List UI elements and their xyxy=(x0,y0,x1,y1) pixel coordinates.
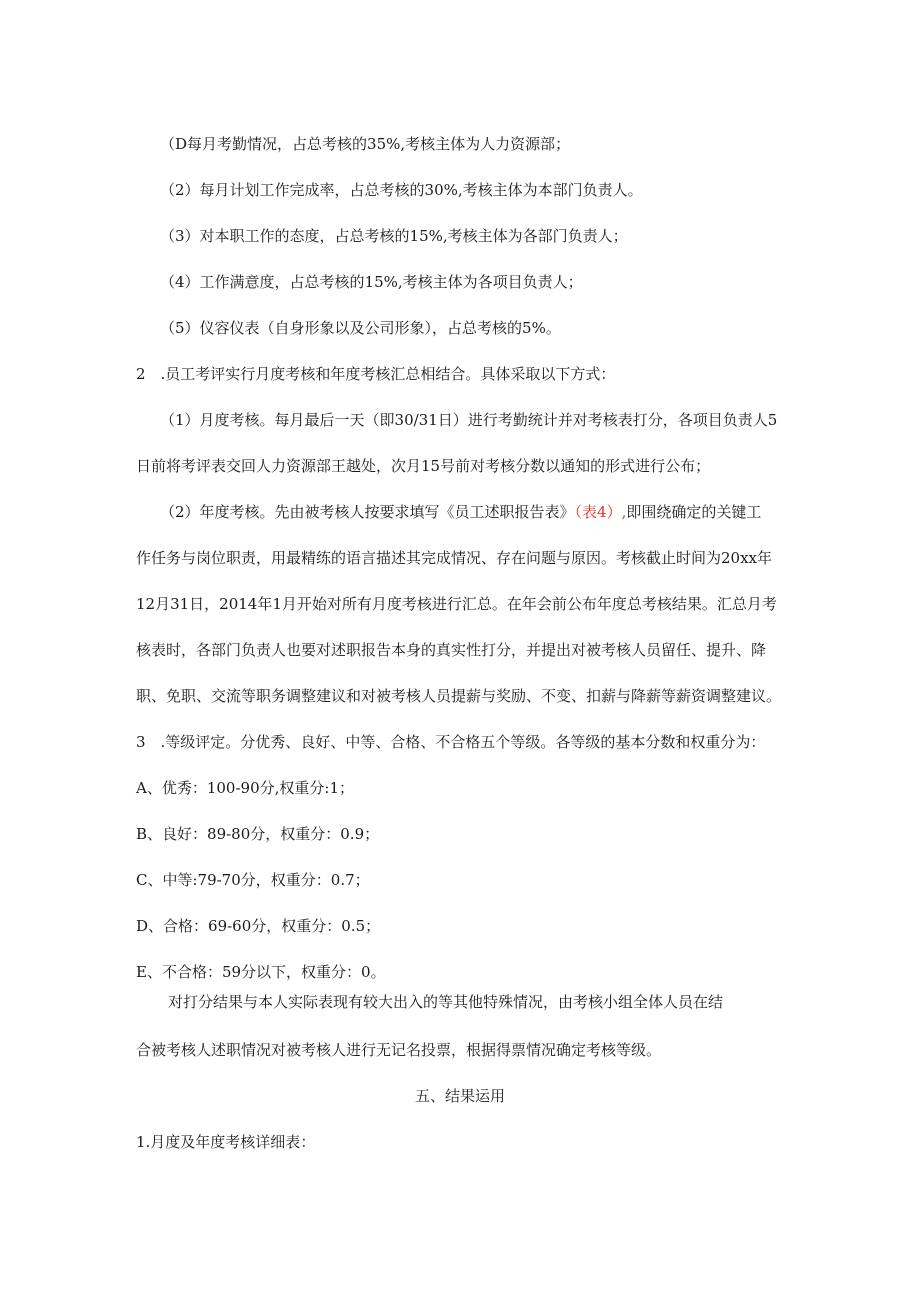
assessment-item-1: （D每月考勤情况，占总考核的35%,考核主体为人力资源部； xyxy=(160,135,571,153)
assessment-item-5: （5）仪容仪表（自身形象以及公司形象），占总考核的5%。 xyxy=(160,319,561,337)
assessment-item-3: （3）对本职工作的态度，占总考核的15%,考核主体为各部门负责人； xyxy=(160,227,628,245)
annual-assessment-text-b: 即围绕确定的关键工 xyxy=(626,503,762,521)
assessment-item-2: （2）每月计划工作完成率，占总考核的30%,考核主体为本部门负责人。 xyxy=(160,181,643,199)
table-4-reference: （表4）, xyxy=(574,503,627,521)
monthly-assessment-line-2: 日前将考评表交回人力资源部王越处，次月15号前对考核分数以通知的形式进行公布； xyxy=(136,457,711,475)
annual-assessment-line-3: 12月31日，2014年1月开始对所有月度考核进行汇总。在年会前公布年度总考核结果。汇总月考 xyxy=(136,595,777,613)
grade-fail: E、不合格：59分以下，权重分：0。 xyxy=(136,963,386,981)
annual-assessment-line-2: 作任务与岗位职责，用最精练的语言描述其完成情况、存在问题与原因。考核截止时间为20xx年 xyxy=(136,549,773,567)
monthly-assessment-line-1: （1）月度考核。每月最后一天（即30/31日）进行考勤统计并对考核表打分，各项目负责人5 xyxy=(160,411,778,429)
special-case-note-line-1: 对打分结果与本人实际表现有较大出入的等其他特殊情况，由考核小组全体人员在结 xyxy=(168,993,724,1011)
grade-pass: D、合格：69-60分，权重分：0.5； xyxy=(136,917,381,935)
grade-medium: C、中等:79-70分，权重分：0.7； xyxy=(136,871,370,889)
section-2-heading: 2 .员工考评实行月度考核和年度考核汇总相结合。具体采取以下方式： xyxy=(136,365,616,383)
section-5-item-1: 1.月度及年度考核详细表： xyxy=(136,1133,316,1151)
assessment-item-4: （4）工作满意度，占总考核的15%,考核主体为各项目负责人； xyxy=(160,273,583,291)
annual-assessment-text-a: （2）年度考核。先由被考核人按要求填写《员工述职报告表》 xyxy=(160,503,575,521)
grade-excellent: A、优秀：100-90分,权重分:1； xyxy=(136,779,354,797)
section-3-heading: 3 .等级评定。分优秀、良好、中等、合格、不合格五个等级。各等级的基本分数和权重分为： xyxy=(136,733,766,751)
annual-assessment-line-1 xyxy=(160,502,761,522)
section-5-title: 五、结果运用 xyxy=(414,1087,505,1105)
annual-assessment-line-5: 职、免职、交流等职务调整建议和对被考核人员提薪与奖励、不变、扣薪与降薪等薪资调整建议。 xyxy=(136,687,782,705)
annual-assessment-line-4: 核表时，各部门负责人也要对述职报告本身的真实性打分，并提出对被考核人员留任、提升、降 xyxy=(136,641,767,659)
grade-good: B、良好：89-80分，权重分：0.9； xyxy=(136,825,380,843)
special-case-note-line-2: 合被考核人述职情况对被考核人进行无记名投票，根据得票情况确定考核等级。 xyxy=(136,1041,662,1059)
